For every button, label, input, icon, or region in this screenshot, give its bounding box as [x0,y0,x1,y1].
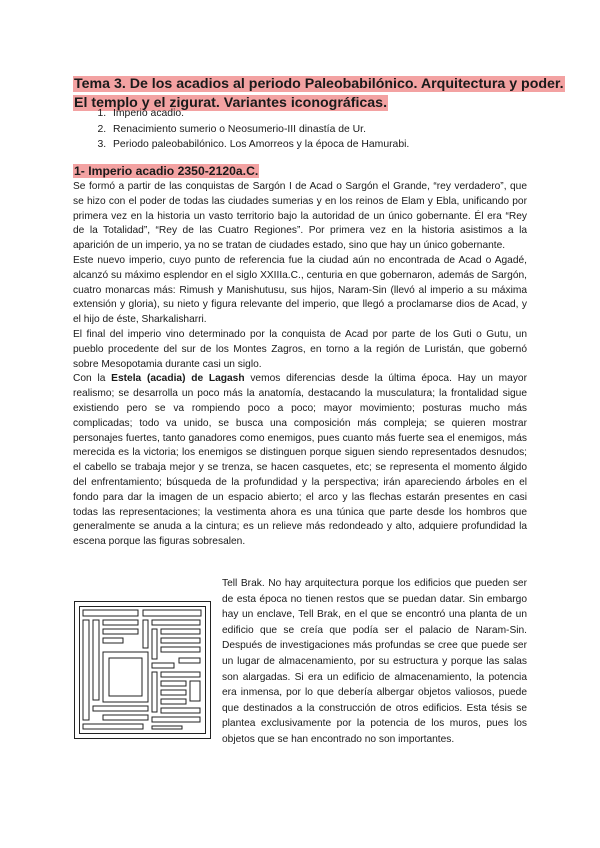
topic-item: 3. Periodo paleobabilónico. Los Amorreos y la época de Hamurabi. [109,137,569,153]
floor-plan-icon [73,600,212,740]
topic-item: 2. Renacimiento sumerio o Neosumerio-III dinastía de Ur. [109,122,569,138]
paragraph-origins: Se formó a partir de las conquistas de Sargón I de Acad o Sargón el Grande, “rey verdadero”, que se hizo con el poder de todas las ciudades sumerias y en los reinos de Elam y Ebla, unificando por primera vez en la historia un vasto territorio bajo la autoridad de un único gobernante. Él era “Rey de la Totalidad”, “Rey de las Cuatro Regiones”. Por primera vez en la historia asistimos a la aparición de un imperio, ya no se tratan de ciudades estado, sino que hay un único gobernante. [73,181,527,252]
stele-intro: Con la [73,373,112,385]
title-line-1 [73,75,565,94]
topic-item: 1. Imperio acadio. [109,106,569,122]
title-highlight-1: Tema 3. De los acadios al periodo Paleobabilónico. Arquitectura y poder. [74,76,564,92]
section-heading [73,163,259,179]
paragraph-tell-brak: Tell Brak. No hay arquitectura porque los edificios que pueden ser de esta época no tienen restos que se puedan datar. Sin embargo hay un enclave, Tell Brak, en el que se encontró una planta de un edificio que se creía que podía ser el palacio de Naram-Sin. Después de investigaciones más profundas se cree que puede ser un lugar de almacenamiento, por su estructura y porque las salas son alargadas. Si era un edificio de almacenamiento, la potencia era inmensa, por lo que debería albergar objetos valiosos, puede que destinados a la construcción de otros edificios. Esta tésis se plantea exclusivamente por la potencia de los muros, pues los objetos que se han encontrado no son importantes. [222,578,527,745]
section-body [73,180,527,550]
paragraph-splendor: Este nuevo imperio, cuyo punto de referencia fue la ciudad aún no encontrada de Acad o Agadé, alcanzó su máximo esplendor en el siglo XXIIIa.C., centuria en que gobernaron, además de Sargón, cuatro monarcas más: Rimush y Manishutusu, sus hijos, Naram-Sin (llevó al imperio a su máxima extensión y gloria), su nieto y figura relevante del imperio, que llegó a proclamarse dios de Acad, y el hijo de éste, Sharkalisharri. [73,254,527,326]
paragraph-end: El final del imperio vino determinado por la conquista de Acad por parte de los Guti o Gutu, un pueblo procedente del sur de los Montes Zagros, en torno a la región de Luristán, que gobernó sobre Mesopotamia durante casi un siglo. [73,328,527,370]
topic-list [73,106,569,153]
section-heading-text: 1- Imperio acadio 2350-2120a.C. [74,164,259,178]
title-highlight-2: El templo y el zigurat. Variantes iconográficas. [74,95,388,111]
stele-description: vemos diferencias desde la última época. Hay un mayor realismo; se desarrolla un poco más la anatomía, destacando la musculatura; la frontalidad sigue existiendo pero se va rompiendo poco a poco; mayor movimiento; posturas mucho más complicadas; todo va unido, se busca una composición más compleja; se quieren mostrar personajes fuertes, tanto ganadores como enemigos, pues cuanto más fuerte sea el enemigos, más merecida es la victoria; los enemigos se distinguen porque siguen siendo representados desnudos; el cabello se trabaja mejor y se trenza, se hacen casquetes, etc; se representa el momento álgido del enfrentamiento; búsqueda de la profundidad y la perspectiva; irán apareciendo árboles en el fondo para dar la imagen de un espacio abierto; el arco y las flechas estarán presentes en casi todas las representaciones; la vestimenta ahora es una túnica que parte desde los hombros que generalmente se anuda a la cintura; es un relieve más redondeado y alto, adquiere profundidad la escena porque las figuras sobresalen. [73,373,527,548]
paragraph-stele [73,372,527,550]
stele-name: Estela (acadia) de Lagash [111,373,245,385]
